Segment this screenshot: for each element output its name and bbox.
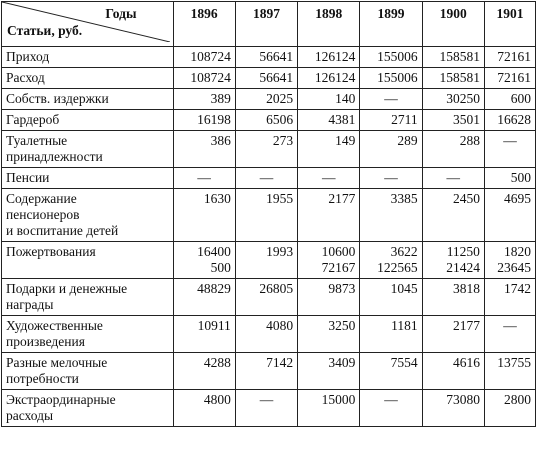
cell-value: — bbox=[259, 170, 274, 185]
cell-value: 1955 bbox=[266, 191, 294, 206]
cell-value: 3818 bbox=[452, 281, 480, 296]
row-label-line: Пенсии bbox=[6, 170, 50, 185]
cell-value: — bbox=[384, 170, 398, 185]
value-cell bbox=[235, 353, 297, 390]
table-row bbox=[2, 242, 536, 279]
cell-value: 1045 bbox=[390, 281, 418, 296]
cell-value: 72161 bbox=[497, 49, 531, 64]
cell-value: 108724 bbox=[190, 49, 231, 64]
value-cell bbox=[422, 353, 484, 390]
row-label-line: принадлежности bbox=[6, 149, 103, 164]
cell-value: 1820 bbox=[504, 244, 531, 259]
cell-value: 4695 bbox=[504, 191, 531, 206]
value-cell bbox=[422, 47, 484, 68]
table-row bbox=[2, 353, 536, 390]
header-row bbox=[2, 2, 536, 47]
value-cell bbox=[173, 131, 235, 168]
cell-value: 3409 bbox=[328, 355, 356, 370]
row-label-line: Содержание bbox=[6, 191, 77, 206]
cell-value: 158581 bbox=[439, 49, 480, 64]
table-row bbox=[2, 390, 536, 427]
value-cell bbox=[173, 89, 235, 110]
cell-value: 140 bbox=[335, 91, 356, 106]
cell-value: 1993 bbox=[266, 244, 294, 259]
table-row bbox=[2, 168, 536, 189]
value-cell bbox=[235, 68, 297, 89]
row-label-line: расходы bbox=[6, 408, 54, 423]
cell-value: 48829 bbox=[197, 281, 231, 296]
value-cell bbox=[422, 131, 484, 168]
cell-value: 4288 bbox=[203, 355, 231, 370]
cell-value: 158581 bbox=[439, 70, 480, 85]
cell-value: 10911 bbox=[197, 318, 231, 333]
row-label-line: Подарки и денежные bbox=[6, 281, 128, 296]
value-cell bbox=[360, 68, 422, 89]
cell-value: 16198 bbox=[197, 112, 231, 127]
cell-value: 15000 bbox=[321, 392, 356, 407]
row-label-line: пенсионеров bbox=[6, 207, 80, 222]
value-cell bbox=[235, 47, 297, 68]
cell-value: 126124 bbox=[314, 49, 356, 64]
cell-value: 13755 bbox=[497, 355, 531, 370]
cell-value: 2800 bbox=[504, 392, 531, 407]
cell-value: 155006 bbox=[377, 49, 418, 64]
value-cell bbox=[422, 279, 484, 316]
value-cell bbox=[298, 189, 360, 242]
table-row bbox=[2, 279, 536, 316]
cell-value: 23645 bbox=[497, 260, 531, 275]
value-cell bbox=[360, 168, 422, 189]
row-label bbox=[2, 131, 174, 168]
cell-value: 1630 bbox=[203, 191, 231, 206]
value-cell bbox=[484, 390, 535, 427]
value-cell bbox=[422, 390, 484, 427]
cell-value: — bbox=[446, 170, 461, 185]
value-cell bbox=[173, 316, 235, 353]
row-label bbox=[2, 110, 174, 131]
value-cell bbox=[173, 279, 235, 316]
cell-value: 122565 bbox=[377, 260, 418, 275]
cell-value: 389 bbox=[210, 91, 231, 106]
value-cell bbox=[173, 110, 235, 131]
cell-value: 149 bbox=[335, 133, 356, 148]
value-cell bbox=[235, 110, 297, 131]
cell-value: 7554 bbox=[390, 355, 418, 370]
value-cell bbox=[235, 279, 297, 316]
value-cell bbox=[298, 242, 360, 279]
cell-value: 126124 bbox=[314, 70, 356, 85]
value-cell bbox=[422, 89, 484, 110]
cell-value: 10600 bbox=[321, 244, 356, 259]
value-cell bbox=[484, 131, 535, 168]
cell-value: 2177 bbox=[328, 191, 356, 206]
value-cell bbox=[484, 47, 535, 68]
value-cell bbox=[484, 279, 535, 316]
row-label-line: Разные мелочные bbox=[6, 355, 108, 370]
table-row bbox=[2, 47, 536, 68]
cell-value: 1181 bbox=[391, 318, 418, 333]
diagonal-header-cell bbox=[2, 2, 174, 47]
cell-value: — bbox=[321, 170, 336, 185]
value-cell bbox=[298, 168, 360, 189]
row-label bbox=[2, 47, 174, 68]
value-cell bbox=[173, 47, 235, 68]
cell-value: 56641 bbox=[259, 49, 294, 64]
value-cell bbox=[484, 68, 535, 89]
cell-value: 30250 bbox=[446, 91, 480, 106]
cell-value: 2177 bbox=[452, 318, 480, 333]
cell-value: 4080 bbox=[266, 318, 294, 333]
row-label bbox=[2, 279, 174, 316]
year-header: 1901 bbox=[484, 2, 535, 47]
row-label bbox=[2, 390, 174, 427]
value-cell bbox=[298, 316, 360, 353]
cell-value: 21424 bbox=[446, 260, 480, 275]
row-label-line: Собств. издержки bbox=[6, 91, 109, 106]
value-cell bbox=[422, 189, 484, 242]
value-cell bbox=[298, 89, 360, 110]
cell-value: 4800 bbox=[203, 392, 231, 407]
value-cell bbox=[360, 353, 422, 390]
table-body bbox=[2, 47, 536, 427]
table-row bbox=[2, 131, 536, 168]
row-label-line: Пожертвования bbox=[6, 244, 96, 259]
cell-value: 73080 bbox=[446, 392, 480, 407]
cell-value: 386 bbox=[210, 133, 231, 148]
value-cell bbox=[484, 316, 535, 353]
cell-value: 72167 bbox=[321, 260, 356, 275]
cell-value: 500 bbox=[210, 260, 231, 275]
year-header: 1900 bbox=[422, 2, 484, 47]
cell-value: 108724 bbox=[190, 70, 231, 85]
cell-value: 16400 bbox=[197, 244, 231, 259]
value-cell bbox=[360, 316, 422, 353]
row-label-line: потребности bbox=[6, 371, 79, 386]
value-cell bbox=[298, 68, 360, 89]
cell-value: 155006 bbox=[377, 70, 418, 85]
cell-value: — bbox=[503, 133, 517, 148]
value-cell bbox=[173, 390, 235, 427]
cell-value: 3622 bbox=[390, 244, 418, 259]
row-label bbox=[2, 68, 174, 89]
row-label bbox=[2, 242, 174, 279]
cell-value: 500 bbox=[510, 170, 531, 185]
value-cell bbox=[235, 89, 297, 110]
value-cell bbox=[484, 110, 535, 131]
value-cell bbox=[235, 189, 297, 242]
value-cell bbox=[173, 168, 235, 189]
year-header: 1897 bbox=[235, 2, 297, 47]
cell-value: — bbox=[384, 392, 398, 407]
row-label-line: произведения bbox=[6, 334, 85, 349]
year-header: 1898 bbox=[298, 2, 360, 47]
row-label bbox=[2, 353, 174, 390]
cell-value: — bbox=[197, 170, 211, 185]
value-cell bbox=[360, 242, 422, 279]
cell-value: 288 bbox=[459, 133, 480, 148]
cell-value: 7142 bbox=[266, 355, 294, 370]
cell-value: 1742 bbox=[504, 281, 531, 296]
year-header: 1899 bbox=[360, 2, 422, 47]
value-cell bbox=[360, 189, 422, 242]
value-cell bbox=[422, 168, 484, 189]
cell-value: 16628 bbox=[497, 112, 531, 127]
header-years-label: Годы bbox=[105, 6, 137, 21]
value-cell bbox=[360, 47, 422, 68]
cell-value: 2711 bbox=[391, 112, 418, 127]
row-label-line: Расход bbox=[6, 70, 45, 85]
value-cell bbox=[484, 189, 535, 242]
value-cell bbox=[360, 131, 422, 168]
cell-value: 26805 bbox=[259, 281, 294, 296]
value-cell bbox=[422, 68, 484, 89]
cell-value: 56641 bbox=[259, 70, 294, 85]
table-row bbox=[2, 89, 536, 110]
budget-table bbox=[1, 1, 536, 427]
table-row bbox=[2, 110, 536, 131]
row-label-line: Художественные bbox=[6, 318, 103, 333]
cell-value: 289 bbox=[397, 133, 418, 148]
value-cell bbox=[422, 242, 484, 279]
value-cell bbox=[298, 390, 360, 427]
value-cell bbox=[422, 110, 484, 131]
cell-value: 2025 bbox=[266, 91, 294, 106]
cell-value: — bbox=[503, 318, 517, 333]
row-label-line: Гардероб bbox=[6, 112, 60, 127]
value-cell bbox=[422, 316, 484, 353]
row-label-line: и воспитание детей bbox=[6, 223, 119, 238]
cell-value: — bbox=[384, 91, 398, 106]
cell-value: 72161 bbox=[497, 70, 531, 85]
row-label bbox=[2, 316, 174, 353]
value-cell bbox=[484, 168, 535, 189]
value-cell bbox=[173, 189, 235, 242]
value-cell bbox=[235, 131, 297, 168]
value-cell bbox=[298, 131, 360, 168]
value-cell bbox=[298, 353, 360, 390]
value-cell bbox=[173, 353, 235, 390]
value-cell bbox=[360, 89, 422, 110]
cell-value: 600 bbox=[510, 91, 531, 106]
value-cell bbox=[235, 316, 297, 353]
row-label bbox=[2, 168, 174, 189]
row-label-line: Приход bbox=[6, 49, 50, 64]
value-cell bbox=[173, 68, 235, 89]
cell-value: 3250 bbox=[328, 318, 356, 333]
cell-value: 4381 bbox=[328, 112, 356, 127]
row-label-line: Туалетные bbox=[6, 133, 68, 148]
cell-value: 4616 bbox=[452, 355, 480, 370]
cell-value: 11250 bbox=[446, 244, 480, 259]
value-cell bbox=[360, 390, 422, 427]
year-header: 1896 bbox=[173, 2, 235, 47]
value-cell bbox=[484, 353, 535, 390]
row-label bbox=[2, 189, 174, 242]
cell-value: — bbox=[259, 392, 274, 407]
row-label-line: Экстраординарные bbox=[6, 392, 116, 407]
table-row bbox=[2, 316, 536, 353]
value-cell bbox=[360, 279, 422, 316]
value-cell bbox=[173, 242, 235, 279]
value-cell bbox=[235, 242, 297, 279]
cell-value: 2450 bbox=[452, 191, 480, 206]
value-cell bbox=[235, 390, 297, 427]
cell-value: 3385 bbox=[390, 191, 418, 206]
value-cell bbox=[484, 242, 535, 279]
value-cell bbox=[484, 89, 535, 110]
cell-value: 273 bbox=[272, 133, 294, 148]
value-cell bbox=[360, 110, 422, 131]
value-cell bbox=[235, 168, 297, 189]
value-cell bbox=[298, 110, 360, 131]
table-row bbox=[2, 68, 536, 89]
cell-value: 3501 bbox=[452, 112, 480, 127]
value-cell bbox=[298, 47, 360, 68]
table-row bbox=[2, 189, 536, 242]
row-label-line: награды bbox=[6, 297, 54, 312]
value-cell bbox=[298, 279, 360, 316]
cell-value: 9873 bbox=[328, 281, 356, 296]
header-items-label: Статьи, руб. bbox=[7, 23, 83, 38]
row-label bbox=[2, 89, 174, 110]
cell-value: 6506 bbox=[266, 112, 294, 127]
